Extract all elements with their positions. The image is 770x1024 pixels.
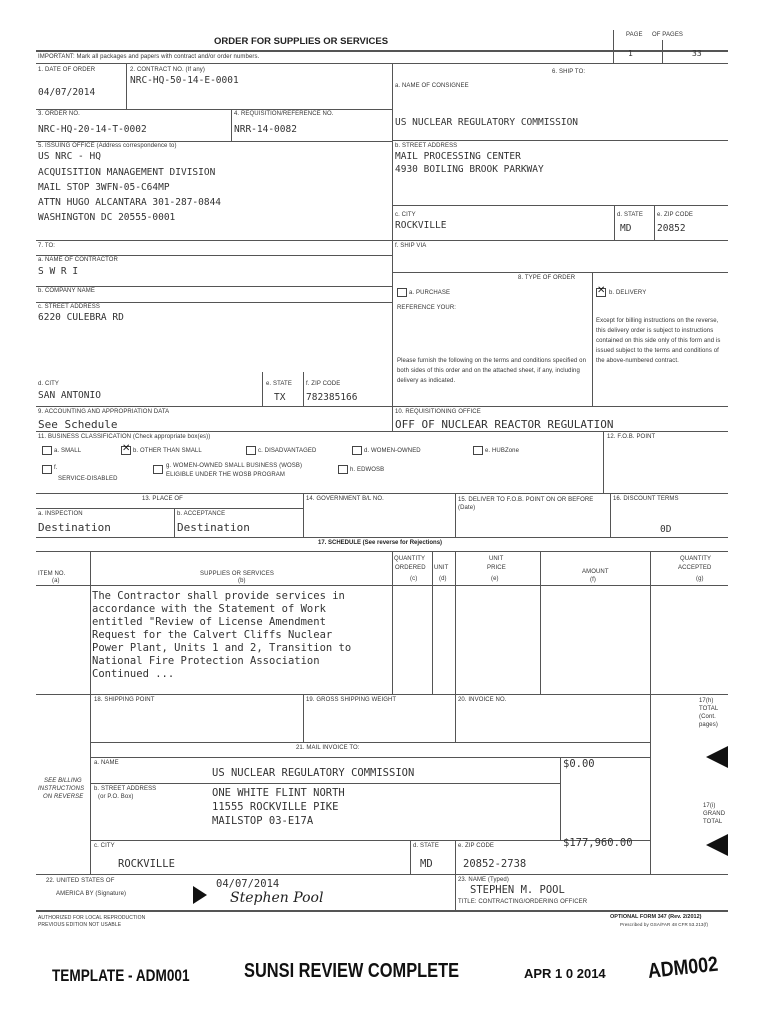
consignee: US NUCLEAR REGULATORY COMMISSION: [395, 117, 579, 128]
gross-weight-label: 19. GROSS SHIPPING WEIGHT: [306, 697, 397, 703]
ship-street-label: b. STREET ADDRESS: [395, 143, 458, 149]
col-unit-price: UNIT: [489, 556, 504, 562]
shipping-point-label: 18. SHIPPING POINT: [94, 697, 155, 703]
ship-city: ROCKVILLE: [395, 220, 447, 231]
typed-name-label: 23. NAME (Typed): [458, 877, 509, 883]
signature-arrow-icon: [193, 886, 207, 904]
to-street: 6220 CULEBRA RD: [38, 312, 124, 323]
mail-name-label: a. NAME: [94, 760, 119, 766]
important-note: IMPORTANT: Mark all packages and papers with contract and/or order numbers.: [38, 54, 260, 60]
col-item-no: ITEM NO.: [38, 571, 66, 577]
discount-label: 16. DISCOUNT TERMS: [613, 496, 679, 502]
see-billing-label: SEE BILLING: [44, 778, 82, 784]
col-unit-price-2: PRICE: [487, 565, 506, 571]
mail-street-label: b. STREET ADDRESS: [94, 786, 157, 792]
mail-city: ROCKVILLE: [118, 858, 175, 870]
col-unit: UNIT: [434, 565, 449, 571]
total-cont-label-2: TOTAL: [699, 706, 719, 712]
business-class-label: 11. BUSINESS CLASSIFICATION (Check appropriate box(es)): [38, 434, 211, 440]
signature-date: 04/07/2014: [216, 878, 280, 890]
see-billing-label-2: INSTRUCTIONS: [38, 786, 85, 792]
ship-zip: 20852: [657, 223, 686, 234]
inspection-value: Destination: [38, 521, 111, 534]
date-of-order: 04/07/2014: [38, 87, 96, 98]
previous-edition-note: PREVIOUS EDITION NOT USABLE: [38, 922, 122, 928]
issuing-line: WASHINGTON DC 20555-0001: [38, 212, 176, 223]
subtotal-value: $0.00: [563, 758, 595, 770]
sdvosb-checkbox[interactable]: [42, 465, 52, 474]
inspection-label: a. INSPECTION: [38, 511, 83, 517]
col-qty-accepted-sub: (g): [696, 576, 704, 582]
schedule-title: 17. SCHEDULE (See reverse for Rejections): [318, 540, 443, 546]
mail-street-sub: (or P.O. Box): [98, 794, 134, 800]
col-unit-sub: (d): [439, 576, 447, 582]
mail-street-line: 11555 ROCKVILLE PIKE: [212, 801, 339, 813]
mail-city-label: c. CITY: [94, 843, 115, 849]
acceptance-label: b. ACCEPTANCE: [177, 511, 226, 517]
disadvantaged-checkbox[interactable]: [246, 446, 256, 455]
mail-zip-label: e. ZIP CODE: [458, 843, 494, 849]
consignee-label: a. NAME OF CONSIGNEE: [395, 83, 469, 89]
invoice-no-label: 20. INVOICE NO.: [458, 697, 507, 703]
req-office: OFF OF NUCLEAR REACTOR REGULATION: [395, 418, 614, 431]
women-owned-label: d. WOMEN-OWNED: [364, 448, 421, 454]
grand-total-label-2: GRAND: [703, 811, 726, 817]
col-amount-sub: (f): [590, 577, 596, 583]
total-cont-label-3: (Cont.: [699, 714, 716, 720]
total-arrow-icon: [706, 746, 728, 768]
see-billing-label-3: ON REVERSE: [43, 794, 84, 800]
contract-no: NRC-HQ-50-14-E-0001: [130, 75, 239, 86]
grand-total-label-3: TOTAL: [703, 819, 723, 825]
to-state-label: e. STATE: [266, 381, 292, 387]
delivery-label: b. DELIVERY: [609, 290, 647, 296]
to-state: TX: [274, 392, 286, 403]
col-qty-2: ORDERED: [395, 565, 426, 571]
company-name-label: b. COMPANY NAME: [38, 288, 95, 294]
deliver-label: 15. DELIVER TO F.O.B. POINT ON OR BEFORE (Date): [458, 497, 594, 511]
reference-label: REFERENCE YOUR:: [397, 305, 457, 311]
col-item-no-sub: (a): [52, 578, 60, 584]
small-checkbox[interactable]: [42, 446, 52, 455]
date-stamp: APR 1 0 2014: [524, 966, 606, 981]
issuing-line: ATTN HUGO ALCANTARA 301-287-0844: [38, 197, 222, 208]
discount-value: 0D: [660, 524, 672, 535]
to-street-label: c. STREET ADDRESS: [38, 304, 100, 310]
small-label: a. SMALL: [54, 448, 82, 454]
of-pages-value: 33: [692, 49, 702, 58]
page-label: PAGE: [626, 32, 643, 38]
col-amount: AMOUNT: [582, 569, 609, 575]
disadvantaged-label: c. DISADVANTAGED: [258, 448, 317, 454]
to-zip: 782385166: [306, 392, 358, 403]
col-qty-accepted-2: ACCEPTED: [678, 565, 712, 571]
to-city: SAN ANTONIO: [38, 390, 101, 401]
women-owned-checkbox[interactable]: [352, 446, 362, 455]
other-than-small-check-mark: ✕: [122, 443, 131, 454]
template-stamp: TEMPLATE - ADM001: [52, 966, 190, 985]
contractor-name: S W R I: [38, 266, 79, 277]
place-of-header: 13. PLACE OF: [142, 496, 183, 502]
ship-street-line: MAIL PROCESSING CENTER: [395, 151, 521, 162]
united-states-label: 22. UNITED STATES OF: [46, 878, 115, 884]
mail-state-label: d. STATE: [413, 843, 439, 849]
wosb-label: g. WOMEN-OWNED SMALL BUSINESS (WOSB): [166, 463, 303, 469]
accounting-label: 9. ACCOUNTING AND APPROPRIATION DATA: [38, 409, 170, 415]
purchase-checkbox[interactable]: [397, 288, 407, 297]
schedule-line: entitled "Review of License Amendment: [92, 616, 326, 628]
ship-via-label: f. SHIP VIA: [395, 243, 427, 249]
issuing-line: US NRC - HQ: [38, 151, 101, 162]
optional-form: OPTIONAL FORM 347 (Rev. 2/2012): [610, 914, 702, 920]
type-of-order-header: 8. TYPE OF ORDER: [518, 275, 576, 281]
edwosb-label: h. EDWOSB: [350, 467, 385, 473]
delivery-terms: Except for billing instructions on the reverse, this delivery order is subject to instructions contained on this side only of this form and is issued subject to the terms and conditions of the above-numbered contract.: [596, 318, 721, 364]
hubzone-label: e. HUBZone: [485, 448, 520, 454]
col-qty-accepted: QUANTITY: [680, 556, 712, 562]
schedule-line: accordance with the Statement of Work: [92, 603, 326, 615]
col-qty: QUANTITY: [394, 556, 426, 562]
order-no-label: 3. ORDER NO.: [38, 111, 80, 117]
adm-stamp: ADM002: [646, 952, 720, 983]
gbl-label: 14. GOVERNMENT B/L NO.: [306, 496, 384, 502]
ship-to-header: 6. SHIP TO:: [552, 69, 586, 75]
grand-total-value: $177,960.00: [563, 837, 633, 849]
ship-state: MD: [620, 223, 632, 234]
purchase-label: a. PURCHASE: [409, 290, 451, 296]
hubzone-checkbox[interactable]: [473, 446, 483, 455]
form-title: ORDER FOR SUPPLIES OR SERVICES: [214, 36, 389, 47]
accounting-value: See Schedule: [38, 418, 118, 431]
mail-zip: 20852-2738: [463, 858, 527, 870]
wosb-checkbox[interactable]: [153, 465, 163, 474]
signature-image: Stephen Pool: [230, 890, 324, 906]
to-header: 7. TO:: [38, 243, 56, 249]
ship-street-line: 4930 BOILING BROOK PARKWAY: [395, 164, 544, 175]
contract-no-label: 2. CONTRACT NO. (If any): [130, 67, 205, 73]
schedule-line: Request for the Calvert Cliffs Nuclear: [92, 629, 333, 641]
grand-total-label: 17(i): [703, 803, 716, 809]
mail-invoice-label: 21. MAIL INVOICE TO:: [296, 745, 360, 751]
fob-point-label: 12. F.O.B. POINT: [607, 434, 656, 440]
edwosb-checkbox[interactable]: [338, 465, 348, 474]
total-cont-label-4: pages): [699, 722, 718, 728]
mail-state: MD: [420, 858, 433, 870]
typed-name: STEPHEN M. POOL: [470, 884, 565, 896]
grand-total-arrow-icon: [706, 834, 728, 856]
col-supplies: SUPPLIES OR SERVICES: [200, 571, 274, 577]
wosb-label-2: ELIGIBLE UNDER THE WOSB PROGRAM: [166, 472, 286, 478]
issuing-line: ACQUISITION MANAGEMENT DIVISION: [38, 167, 216, 178]
america-by-label: AMERICA BY (Signature): [56, 891, 127, 897]
contractor-label: a. NAME OF CONTRACTOR: [38, 257, 118, 263]
requisition-label: 4. REQUISITION/REFERENCE NO.: [234, 111, 334, 117]
delivery-check-mark: ✕: [597, 285, 606, 296]
ship-zip-label: e. ZIP CODE: [657, 212, 693, 218]
sdvosb-label-2: SERVICE-DISABLED: [58, 476, 118, 482]
of-pages-label: OF PAGES: [652, 32, 684, 38]
issuing-line: MAIL STOP 3WFN-05-C64MP: [38, 182, 170, 193]
mail-street-line: ONE WHITE FLINT NORTH: [212, 787, 345, 799]
other-than-small-label: b. OTHER THAN SMALL: [133, 448, 202, 454]
mail-street-line: MAILSTOP 03-E17A: [212, 815, 314, 827]
ship-state-label: d. STATE: [617, 212, 643, 218]
schedule-line: The Contractor shall provide services in: [92, 590, 345, 602]
schedule-line: National Fire Protection Association: [92, 655, 320, 667]
schedule-line: Power Plant, Units 1 and 2, Transition to: [92, 642, 352, 654]
date-of-order-label: 1. DATE OF ORDER: [38, 67, 96, 73]
col-unit-price-sub: (e): [491, 576, 499, 582]
prescribed-note: Prescribed by GSA/FAR 48 CFR 53.213(f): [620, 922, 709, 927]
schedule-line: Continued ...: [92, 668, 175, 680]
sunsi-stamp: SUNSI REVIEW COMPLETE: [244, 960, 460, 982]
ship-city-label: c. CITY: [395, 212, 416, 218]
mail-name: US NUCLEAR REGULATORY COMMISSION: [212, 767, 415, 779]
purchase-terms: Please furnish the following on the terms and conditions specified on both sides of this order and on the attached sheet, if any, including delivery as indicated.: [397, 358, 587, 384]
page-value: 1: [628, 49, 633, 58]
authorized-note: AUTHORIZED FOR LOCAL REPRODUCTION: [38, 915, 146, 921]
requisition-no: NRR-14-0082: [234, 124, 297, 135]
col-qty-sub: (c): [410, 576, 418, 582]
issuing-office-label: 5. ISSUING OFFICE (Address correspondence to): [38, 143, 177, 149]
req-office-label: 10. REQUISITIONING OFFICE: [395, 409, 481, 415]
acceptance-value: Destination: [177, 521, 250, 534]
to-zip-label: f. ZIP CODE: [306, 381, 341, 387]
col-supplies-sub: (b): [238, 578, 246, 584]
total-cont-label: 17(h): [699, 698, 714, 704]
officer-title: TITLE: CONTRACTING/ORDERING OFFICER: [458, 899, 588, 905]
sdvosb-label: f.: [54, 465, 58, 471]
order-no: NRC-HQ-20-14-T-0002: [38, 124, 147, 135]
to-city-label: d. CITY: [38, 381, 60, 387]
